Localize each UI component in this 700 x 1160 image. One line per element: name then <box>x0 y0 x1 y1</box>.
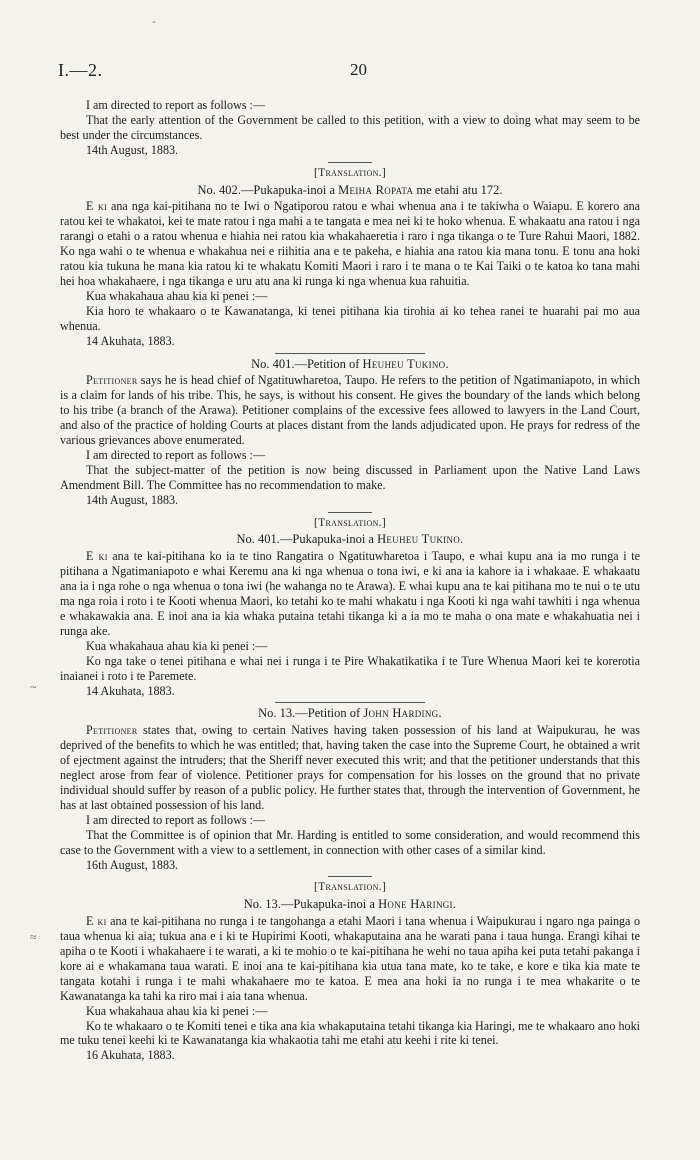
page-content <box>60 98 640 1063</box>
report-text: That the early attention of the Government be called to this petition, with a view to doing what may seem to be best under the circumstances. <box>60 112 640 142</box>
report-intro: I am directed to report as follows :— <box>86 812 266 827</box>
report-date: 16th August, 1883. <box>86 857 179 872</box>
report-intro: I am directed to report as follows :— <box>86 447 266 462</box>
petition-body: E ki ana te kai-pitihana no runga i te tangohanga a etahi Maori i tana whenua i Waipukurau i ngaro nga painga o taua whenua ki aia; tukua ana e i ki te Hupirimi Kooti, whakaputaina ana he warati pana i taua hunga. Erangi kihai te apiha o te Kooti i whakahaere i te warati, a ki te mohio o te kai-pitihana he wehi no taua apiha kei puta tetahi pakanga i kore ai e whakamana taua warati. E inoi ana te kai-pitihana kia utua tana mate, ko te take, e kore e tika kia mate te tangata kotahi i runga i te mahi whakahaere mo te katoa. E mea ana hoki ia no runga i te mea whakarite o te Kawanatanga ka tahi ka riro mai i aia tana whenua. <box>60 914 641 1003</box>
petition-title: No. 401.—Petition of Heuheu Tukino. <box>251 356 449 371</box>
petition-title: No. 13.—Pukapuka-inoi a Hone Haringi. <box>243 897 457 912</box>
translation-label: [Translation.] <box>314 166 386 179</box>
petition-title: No. 13.—Petition of John Harding. <box>258 706 442 721</box>
report-date: 14th August, 1883. <box>86 142 179 157</box>
report-text: Ko te whakaaro o te Komiti tenei e tika ana kia whakaputaina tetahi tikanga kia Haringi, me te whakaaro ano hoki me tuku tenei keehi ki te Kawanatanga kia whakaotia tahi me etahi atu keehi i rite ki tenei. <box>60 1018 640 1048</box>
divider <box>328 876 372 877</box>
report-text: Kia horo te whakaaro o te Kawanatanga, ki tenei pitihana kia tirohia ai ko tehea ranei te huarahi pai mo aua whenua. <box>60 303 640 333</box>
report-intro: I am directed to report as follows :— <box>86 98 266 112</box>
report-date: 16 Akuhata, 1883. <box>86 1048 175 1063</box>
divider <box>328 512 372 513</box>
report-date: 14 Akuhata, 1883. <box>86 683 175 698</box>
report-text: That the Committee is of opinion that Mr. Harding is entitled to some consideration, and would recommend this case to the Government with a view to a settlement, in connection with other cases of a similar kind. <box>60 827 640 857</box>
report-intro: Kua whakahaua ahau kia ki penei :— <box>86 638 268 653</box>
translation-label: [Translation.] <box>314 881 386 894</box>
report-intro: Kua whakahaua ahau kia ki penei :— <box>86 1003 268 1018</box>
divider <box>275 702 425 703</box>
petition-title: No. 401.—Pukapuka-inoi a Heuheu Tukino. <box>236 532 464 547</box>
report-text: That the subject-matter of the petition is now being discussed in Parliament upon the Native Land Laws Amendment Bill. The Committee has no recommendation to make. <box>60 462 640 492</box>
petition-body: Petitioner says he is head chief of Ngatituwharetoa, Taupo. He refers to the petition of Ngatimaniapoto, in which is a claim for lands of his tribe. This, he says, is without his consent. He gives the boundary of the lands which belong to his tribe (a branch of the Arawa). Petitioner complains of the excessive fees allowed to lawyers in the Land Court, and also of the practice of holding Courts at places distant from the lands adjudicated upon. He prays for redress of the various grievances above enumerated. <box>60 373 640 448</box>
document-reference: I.—2. <box>58 60 103 80</box>
petition-title: No. 402.—Pukapuka-inoi a Meiha Ropata me etahi atu 172. <box>197 182 503 197</box>
divider <box>275 353 425 354</box>
petition-body: E ki ana te kai-pitihana ko ia te tino Rangatira o Ngatituwharetoa i Taupo, e whai kupu ana ia mo runga i te pitihana a Ngatimaniapoto e whai Keremu ana ki nga whenua o tona iwi, e ki ana ia kahore ia i whakaae. E whakaatu ana ia i nga rohe o nga whenua o tona iwi (he wahanga no te Arawa). E whai kupu ana te kai pitihana mo te nui o te utu ma nga roia i roto i te Kooti whenua Maori, ko tetahi ko te mahi whakatu i nga Kooti ki nga wahi tawhiti i nga whenua e whakawakia ana. E inoi ana ia kia whaka putaina tetahi tikanga ki a ia mo te maha o ona mate e whakahuatia nei i runga ake. <box>60 549 640 638</box>
page-header <box>58 60 642 84</box>
scan-mark: ≈ <box>30 930 37 944</box>
scan-mark: - <box>152 14 156 28</box>
divider <box>328 162 372 163</box>
translation-label: [Translation.] <box>314 516 386 529</box>
page-number: 20 <box>350 60 367 79</box>
report-date: 14 Akuhata, 1883. <box>86 333 175 348</box>
petition-body: E ki ana nga kai-pitihana no te Iwi o Ngatiporou ratou e whai whenua ana i te takiwha o Waiapu. E korero ana ratou kei te whakatoi, kei te mate ratou i nga mahi a te tangata e mea nei ki te hoko whenua. E whakaatu ana ratou i nga rarangi o etahi o a ratou whenua e hiahia nei ratou kia whakahaeretia i raro i nga tikanga o te Ture Rahui Maori, 1882. Ko nga wahi o te whenua e whakahua nei e riihitia ana e te pakeha, e hiahia ana ratou kia mana tonu. E tonu ana hoki ratou kia tukuna he mana kia ratou ki te whakatu Komiti Maori i raro i te mana o te Kai Taiki o te katoa ko tana mahi hei hoa whakahaere, i nga tikanga e uru atu ana ki runga ki nga whenua kua rahuitia. <box>60 199 640 288</box>
petition-body: Petitioner states that, owing to certain Natives having taken possession of his land at Waipukurau, he was deprived of the benefits to which he was entitled; that, having taken the case into the Supreme Court, he obtained a writ of ejectment against the intruders; that the Sheriff never executed this writ; and that the petitioner understands that this neglect arose from fear of violence. Petitioner prays for compensation for his losses on the ground that no private individual should suffer by reason of a public policy. He further states that, through the intervention of Government, he has at last obtained possession of his land. <box>60 723 640 812</box>
report-text: Ko nga take o tenei pitihana e whai nei i runga i te Pire Whakatikatika i te Ture Whenua Maori kei te korerotia inaianei i roto i te Paremete. <box>60 653 640 683</box>
report-date: 14th August, 1883. <box>86 492 179 507</box>
scan-mark: ~ <box>30 680 37 694</box>
report-intro: Kua whakahaua ahau kia ki penei :— <box>86 288 268 303</box>
